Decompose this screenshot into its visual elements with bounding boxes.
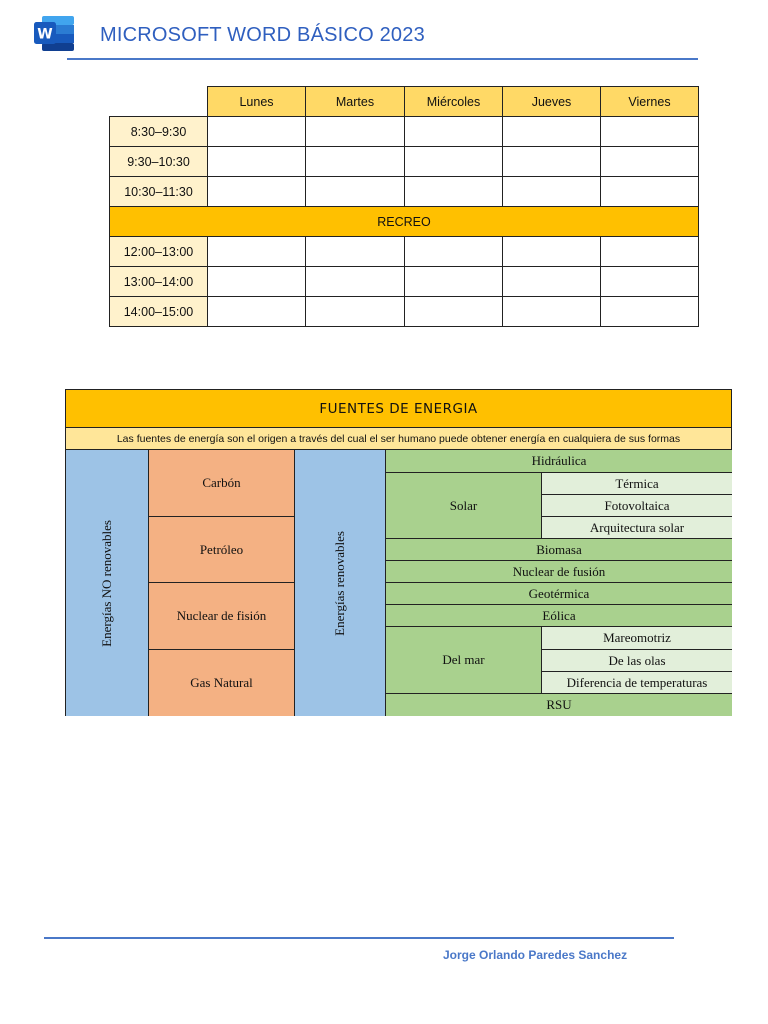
schedule-table <box>109 86 699 327</box>
day-header: Miércoles <box>405 87 503 117</box>
schedule-cell <box>208 297 306 327</box>
word-logo-icon <box>32 14 76 52</box>
day-header: Martes <box>306 87 405 117</box>
schedule-cell <box>503 267 601 297</box>
schedule-cell <box>208 267 306 297</box>
schedule-cell <box>208 147 306 177</box>
schedule-cell <box>405 237 503 267</box>
schedule-row <box>110 147 699 177</box>
schedule-cell <box>306 237 405 267</box>
schedule-row <box>110 177 699 207</box>
schedule-cell <box>208 177 306 207</box>
day-header: Viernes <box>601 87 699 117</box>
schedule-cell <box>306 267 405 297</box>
schedule-cell <box>306 147 405 177</box>
schedule-cell <box>601 237 699 267</box>
schedule-header-row <box>110 87 699 117</box>
renewable-item: Hidráulica <box>385 449 732 473</box>
time-slot: 8:30–9:30 <box>110 117 208 147</box>
non-renewable-label-cell <box>66 449 149 716</box>
schedule-cell <box>503 117 601 147</box>
document-title: MICROSOFT WORD BÁSICO 2023 <box>100 24 425 46</box>
solar-subitem: Arquitectura solar <box>541 516 732 539</box>
recess-row <box>110 207 699 237</box>
time-slot: 12:00–13:00 <box>110 237 208 267</box>
schedule-cell <box>405 177 503 207</box>
renewable-item: Eólica <box>385 604 732 627</box>
solar-subitem: Fotovoltaica <box>541 494 732 517</box>
schedule-row <box>110 117 699 147</box>
energy-title: FUENTES DE ENERGIA <box>66 390 731 428</box>
recess-label: RECREO <box>110 207 699 237</box>
non-renewable-item: Gas Natural <box>148 649 295 716</box>
sea-subitem: Diferencia de temperaturas <box>541 671 732 694</box>
schedule-row <box>110 267 699 297</box>
energy-sources-table <box>65 389 732 716</box>
schedule-cell <box>601 297 699 327</box>
time-slot: 13:00–14:00 <box>110 267 208 297</box>
schedule-cell <box>601 147 699 177</box>
renewable-item: RSU <box>385 693 732 716</box>
schedule-cell <box>306 177 405 207</box>
header-divider <box>67 58 698 60</box>
schedule-cell <box>503 237 601 267</box>
renewable-label-cell <box>294 449 386 716</box>
footer-divider <box>44 937 674 939</box>
schedule-corner <box>110 87 208 117</box>
schedule-cell <box>601 267 699 297</box>
schedule-row <box>110 297 699 327</box>
renewable-item: Biomasa <box>385 538 732 561</box>
renewable-group-sea: Del mar <box>385 626 542 694</box>
renewable-label: Energías renovables <box>332 530 347 636</box>
schedule-cell <box>405 267 503 297</box>
schedule-cell <box>503 297 601 327</box>
author-name: Jorge Orlando Paredes Sanchez <box>443 948 628 962</box>
day-header: Lunes <box>208 87 306 117</box>
schedule-row <box>110 237 699 267</box>
schedule-cell <box>503 147 601 177</box>
svg-text:W: W <box>37 26 53 43</box>
day-header: Jueves <box>503 87 601 117</box>
schedule-cell <box>306 297 405 327</box>
renewable-item: Geotérmica <box>385 582 732 605</box>
schedule-cell <box>503 177 601 207</box>
time-slot: 14:00–15:00 <box>110 297 208 327</box>
solar-subitem: Térmica <box>541 472 732 495</box>
schedule-cell <box>208 237 306 267</box>
non-renewable-item: Carbón <box>148 449 295 517</box>
schedule-cell <box>405 117 503 147</box>
schedule-cell <box>306 117 405 147</box>
time-slot: 10:30–11:30 <box>110 177 208 207</box>
sea-subitem: De las olas <box>541 649 732 672</box>
energy-description: Las fuentes de energía son el origen a través del cual el ser humano puede obtener energía en cualquiera de sus formas <box>66 428 731 450</box>
renewable-item: Nuclear de fusión <box>385 560 732 583</box>
non-renewable-item: Petróleo <box>148 516 295 583</box>
non-renewable-label: Energías NO renovables <box>99 519 114 647</box>
schedule-cell <box>405 297 503 327</box>
non-renewable-item: Nuclear de fisión <box>148 582 295 650</box>
time-slot: 9:30–10:30 <box>110 147 208 177</box>
schedule-cell <box>601 177 699 207</box>
schedule-cell <box>601 117 699 147</box>
schedule-cell <box>405 147 503 177</box>
schedule-cell <box>208 117 306 147</box>
sea-subitem: Mareomotriz <box>541 626 732 650</box>
renewable-group-solar: Solar <box>385 472 542 539</box>
